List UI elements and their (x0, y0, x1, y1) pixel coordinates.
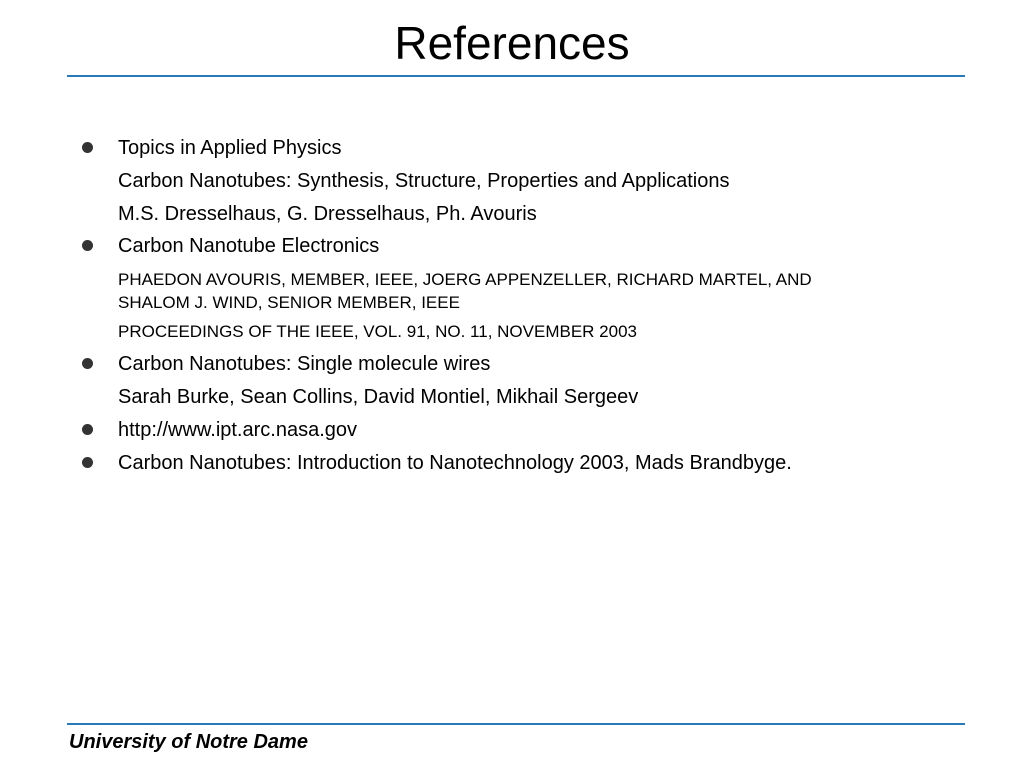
bullet-icon (82, 142, 93, 153)
reference-item-detail: Carbon Nanotubes: Synthesis, Structure, Properties and Applications (118, 170, 730, 192)
reference-item-detail: SHALOM J. WIND, SENIOR MEMBER, IEEE (118, 293, 460, 312)
slide-title: References (394, 17, 630, 69)
bullet-icon (82, 457, 93, 468)
reference-item-title: Carbon Nanotubes: Introduction to Nanotechnology 2003, Mads Brandbyge. (118, 452, 792, 474)
reference-item-detail: M.S. Dresselhaus, G. Dresselhaus, Ph. Avouris (118, 203, 537, 225)
bullet-icon (82, 358, 93, 369)
reference-item-title: Topics in Applied Physics (118, 137, 342, 159)
reference-item-link[interactable]: http://www.ipt.arc.nasa.gov (118, 419, 358, 441)
reference-item-title: Carbon Nanotubes: Single molecule wires (118, 353, 491, 375)
bullet-icon (82, 424, 93, 435)
footer-divider (67, 723, 965, 725)
bullet-icon (82, 240, 93, 251)
reference-item-detail: Sarah Burke, Sean Collins, David Montiel, Mikhail Sergeev (118, 386, 639, 408)
footer-institution: University of Notre Dame (69, 731, 308, 753)
reference-item-title: Carbon Nanotube Electronics (118, 235, 380, 257)
reference-item-detail: PROCEEDINGS OF THE IEEE, VOL. 91, NO. 11, NOVEMBER 2003 (118, 322, 637, 341)
reference-item-detail: PHAEDON AVOURIS, MEMBER, IEEE, JOERG APPENZELLER, RICHARD MARTEL, AND (118, 270, 812, 289)
